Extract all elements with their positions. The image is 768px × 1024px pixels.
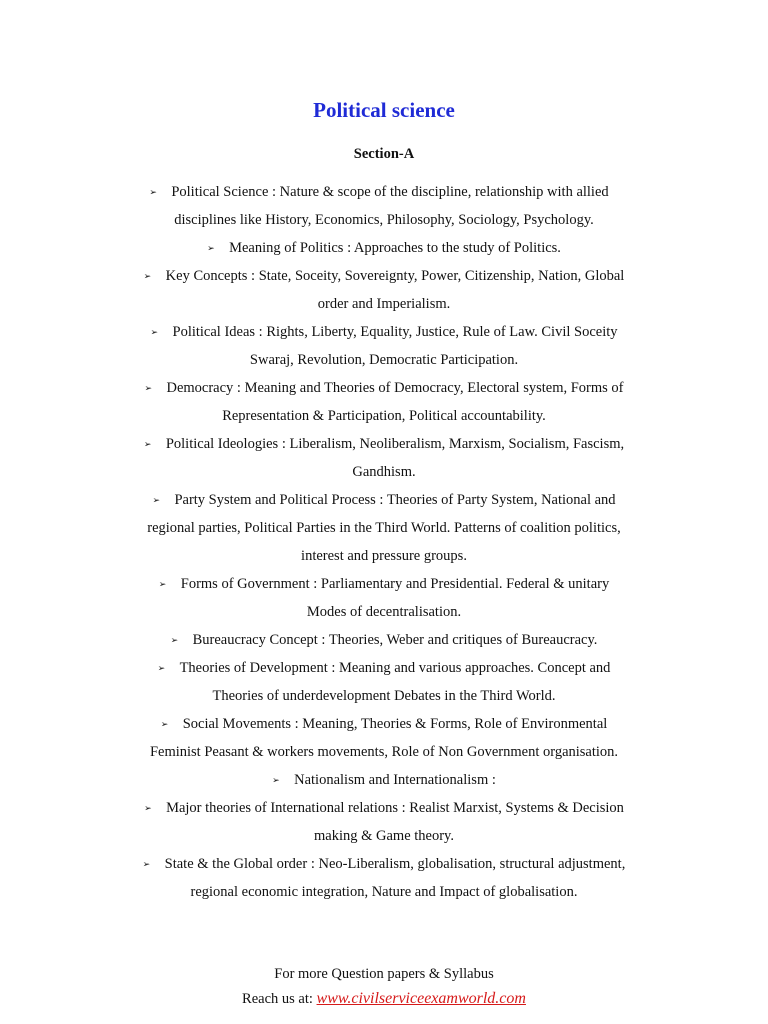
bullet-arrow-icon: ➢ (157, 664, 166, 674)
list-item-continuation (0, 743, 768, 761)
website-link[interactable]: www.civilserviceexamworld.com (316, 990, 526, 1007)
bullet-arrow-icon: ➢ (160, 720, 169, 730)
list-item (0, 435, 768, 454)
list-item-continuation (0, 211, 768, 229)
list-item-continuation (0, 351, 768, 369)
list-item-text: Nationalism and Internationalism : (294, 772, 496, 788)
footer-reach-label: Reach us at: (242, 991, 313, 1007)
list-item-text: Key Concepts : State, Soceity, Sovereignty, Power, Citizenship, Nation, Global (165, 268, 625, 284)
list-item-text: Representation & Participation, Political accountability. (222, 408, 546, 424)
list-item (0, 799, 768, 818)
list-item-text: Bureaucracy Concept : Theories, Weber and critiques of Bureaucracy. (192, 632, 598, 648)
list-item (0, 631, 768, 650)
footer-contact (0, 990, 768, 1008)
list-item (0, 183, 763, 202)
list-item-text: interest and pressure groups. (301, 548, 467, 564)
list-item-text: regional parties, Political Parties in the Third World. Patterns of coalition politics, (147, 520, 621, 536)
list-item (0, 379, 768, 398)
list-item (0, 771, 768, 790)
list-item-text: Party System and Political Process : Theories of Party System, National and (174, 492, 616, 508)
list-item (0, 715, 768, 734)
footer-line: For more Question papers & Syllabus (274, 966, 494, 982)
section-heading: Section-A (353, 146, 415, 162)
list-item (0, 239, 768, 258)
list-item-text: Theories of Development : Meaning and various approaches. Concept and (179, 660, 611, 676)
bullet-arrow-icon: ➢ (144, 804, 152, 814)
list-item-text: Political Ideas : Rights, Liberty, Equality, Justice, Rule of Law. Civil Soceity (172, 324, 618, 340)
list-item-text: Democracy : Meaning and Theories of Democracy, Electoral system, Forms of (166, 380, 624, 396)
list-item (0, 575, 768, 594)
list-item (0, 491, 768, 510)
bullet-arrow-icon: ➢ (170, 636, 179, 646)
list-item (0, 659, 768, 678)
list-item-text: making & Game theory. (314, 828, 454, 844)
bullet-arrow-icon: ➢ (144, 384, 153, 394)
bullet-arrow-icon: ➢ (149, 188, 157, 198)
list-item-text: Forms of Government : Parliamentary and Presidential. Federal & unitary (180, 576, 610, 592)
list-item-text: Gandhism. (352, 464, 416, 480)
list-item-text: Swaraj, Revolution, Democratic Participation. (249, 352, 519, 368)
list-item-text: Major theories of International relations : Realist Marxist, Systems & Decision (166, 800, 624, 816)
page-title: Political science (313, 98, 455, 122)
list-item-text: Meaning of Politics : Approaches to the study of Politics. (229, 240, 561, 256)
list-item (0, 855, 768, 874)
list-item-continuation (0, 519, 768, 537)
list-item-text: Political Science : Nature & scope of the discipline, relationship with allied (171, 184, 609, 200)
list-item-continuation (0, 295, 768, 313)
bullet-arrow-icon: ➢ (143, 272, 152, 282)
bullet-arrow-icon: ➢ (150, 328, 159, 338)
list-item-continuation (0, 827, 768, 845)
list-item-continuation (0, 603, 768, 621)
bullet-arrow-icon: ➢ (143, 440, 152, 450)
list-item-text: Theories of underdevelopment Debates in the Third World. (212, 688, 556, 704)
list-item (0, 323, 768, 342)
list-item-text: State & the Global order : Neo-Liberalism, globalisation, structural adjustment, (164, 856, 626, 872)
list-item-continuation (0, 687, 768, 705)
bullet-arrow-icon: ➢ (272, 776, 280, 786)
bullet-arrow-icon: ➢ (207, 244, 215, 254)
list-item-continuation (0, 463, 768, 481)
list-item-text: regional economic integration, Nature and Impact of globalisation. (190, 884, 578, 900)
list-item-text: Social Movements : Meaning, Theories & Forms, Role of Environmental (182, 716, 608, 732)
list-item-text: Modes of decentralisation. (306, 604, 462, 620)
bullet-arrow-icon: ➢ (142, 860, 151, 870)
list-item-text: order and Imperialism. (317, 296, 451, 312)
list-item-continuation (0, 883, 768, 901)
bullet-arrow-icon: ➢ (152, 496, 160, 506)
list-item-text: Political Ideologies : Liberalism, Neoliberalism, Marxism, Socialism, Fascism, (165, 436, 625, 452)
bullet-arrow-icon: ➢ (158, 580, 167, 590)
list-item-text: Feminist Peasant & workers movements, Role of Non Government organisation. (149, 744, 619, 760)
list-item (0, 267, 768, 286)
list-item-text: disciplines like History, Economics, Philosophy, Sociology, Psychology. (174, 212, 594, 228)
list-item-continuation (0, 407, 768, 425)
list-item-continuation (0, 547, 768, 565)
